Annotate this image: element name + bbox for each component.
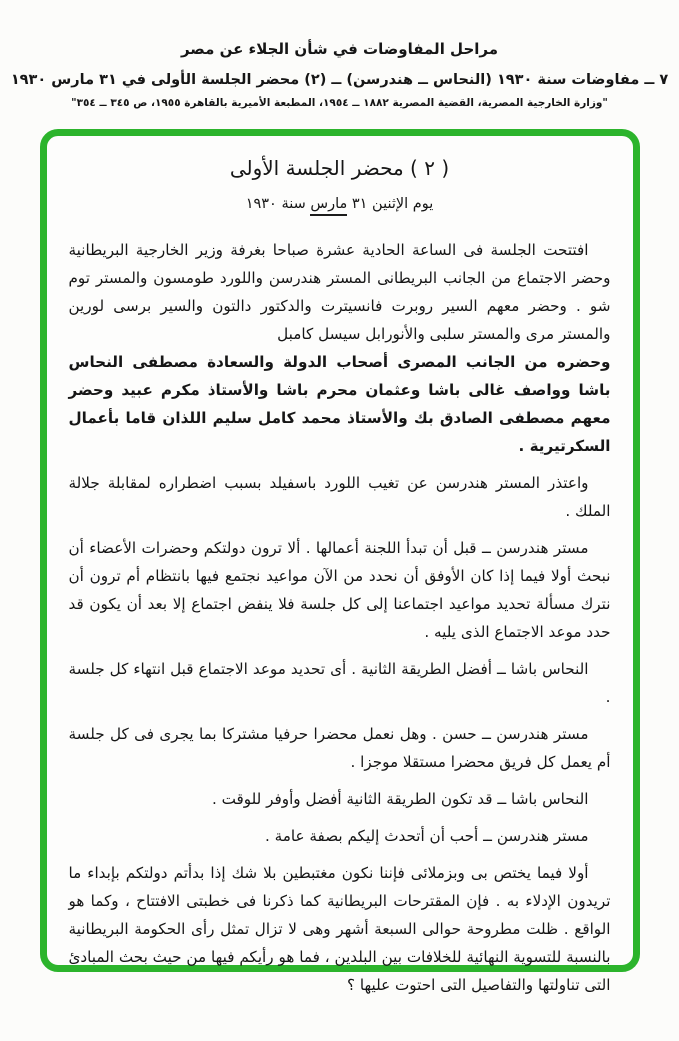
- header-title: مراحل المفاوضات في شأن الجلاء عن مصر: [180, 40, 499, 58]
- page-header: [0, 0, 679, 109]
- date-prefix: يوم الإثنين ٣١: [347, 196, 434, 212]
- minutes-title: ( ٢ ) محضر الجلسة الأولى: [229, 156, 450, 180]
- header-subtitle: ٧ ــ مفاوضات سنة ١٩٣٠ (النحاس ــ هندرسن) ــ (٢) محضر الجلسة الأولى في ٣١ مارس ١٩٣٠: [10, 72, 669, 88]
- minutes-body: [69, 236, 611, 999]
- paragraph-british-proposals-question: أولا فيما يختص بى وبزملائى فإننا نكون مغتبطين بلا شك إذا بدأتم دولتكم بإبداء ما تريدون الإدلاء به . فإن المقترحات البريطانية كما ذكرنا فى خطبتى الافتتاح ، وكما هو الواقع . ظلت مطروحة حوالى السبعة أشهر وهى لا تزال تمثل رأى الحكومة البريطانية بالنسبة للتسوية النهائية للخلافات بين البلدين ، فما هو رأيكم فيها من حيث بحث المبادئ التى تناولتها والتفاصيل التى احتوت عليها ؟: [68, 864, 611, 994]
- paragraph-opening-british-delegation: افتتحت الجلسة فى الساعة الحادية عشرة صباحا بغرفة وزير الخارجية البريطانية وحضر الاجتماع من الجانب البريطانى المستر هندرسن واللورد طومسون والمستر توم شو . وحضر معهم السير روبرت فانسيترت والدكتور دالتون والسير برسى لورين والمستر مرى والمستر سلبى والأنورابل سيسل كامبل: [68, 241, 611, 343]
- paragraph-apology-lord-passfield: واعتذر المستر هندرسن عن تغيب اللورد باسفيلد بسبب اضطراره لمقابلة جلالة الملك .: [68, 474, 611, 520]
- paragraph-henderson-general-remarks: مستر هندرسن ــ أحب أن أتحدث إليكم بصفة عامة .: [264, 827, 589, 845]
- green-frame: [40, 129, 640, 994]
- minutes-date-line: [69, 196, 611, 212]
- paragraph-nahhas-reply-time: النحاس باشا ــ قد تكون الطريقة الثانية أفضل وأوفر للوقت .: [211, 790, 589, 808]
- date-suffix: سنة ١٩٣٠: [245, 196, 311, 212]
- paragraph-nahhas-reply-method: النحاس باشا ــ أفضل الطريقة الثانية . أى تحديد موعد الاجتماع قبل انتهاء كل جلسة .: [68, 660, 611, 706]
- paragraph-egyptian-delegation: وحضره من الجانب المصرى أصحاب الدولة والسعادة مصطفى النحاس باشا وواصف غالى باشا وعثمان محرم باشا والأستاذ مكرم عبيد وحضر معهم مصطفى الصادق بك والأستاذ محمد كامل سليم اللذان قاما بأعمال السكرتيرية .: [68, 353, 611, 455]
- header-source-citation: "وزارة الخارجية المصرية، القضية المصرية ١٨٨٢ ــ ١٩٥٤، المطبعة الأميرية بالقاهرة ١٩٥٥، ص ٣٤٥ ــ ٣٥٤": [71, 97, 608, 109]
- paragraph-henderson-minutes-question: مستر هندرسن ــ حسن . وهل نعمل محضرا حرفيا مشتركا بما يجرى فى كل جلسة أم يعمل كل فريق محضرا مستقلا موجزا .: [68, 725, 611, 771]
- paragraph-henderson-scheduling: مستر هندرسن ــ قبل أن تبدأ اللجنة أعمالها . ألا ترون دولتكم وحضرات الأعضاء أن نبحث أولا فيما إذا كان الأوفق أن نحدد من الآن مواعيد نجتمع فيها بانتظام أم ترون أن نترك مسألة تحديد مواعيد اجتماعنا إلى كل جلسة فلا ينفض اجتماع إلا بعد أن يكون قد حدد موعد الاجتماع الذى يليه .: [68, 539, 611, 641]
- date-month-underlined: مارس: [310, 196, 347, 216]
